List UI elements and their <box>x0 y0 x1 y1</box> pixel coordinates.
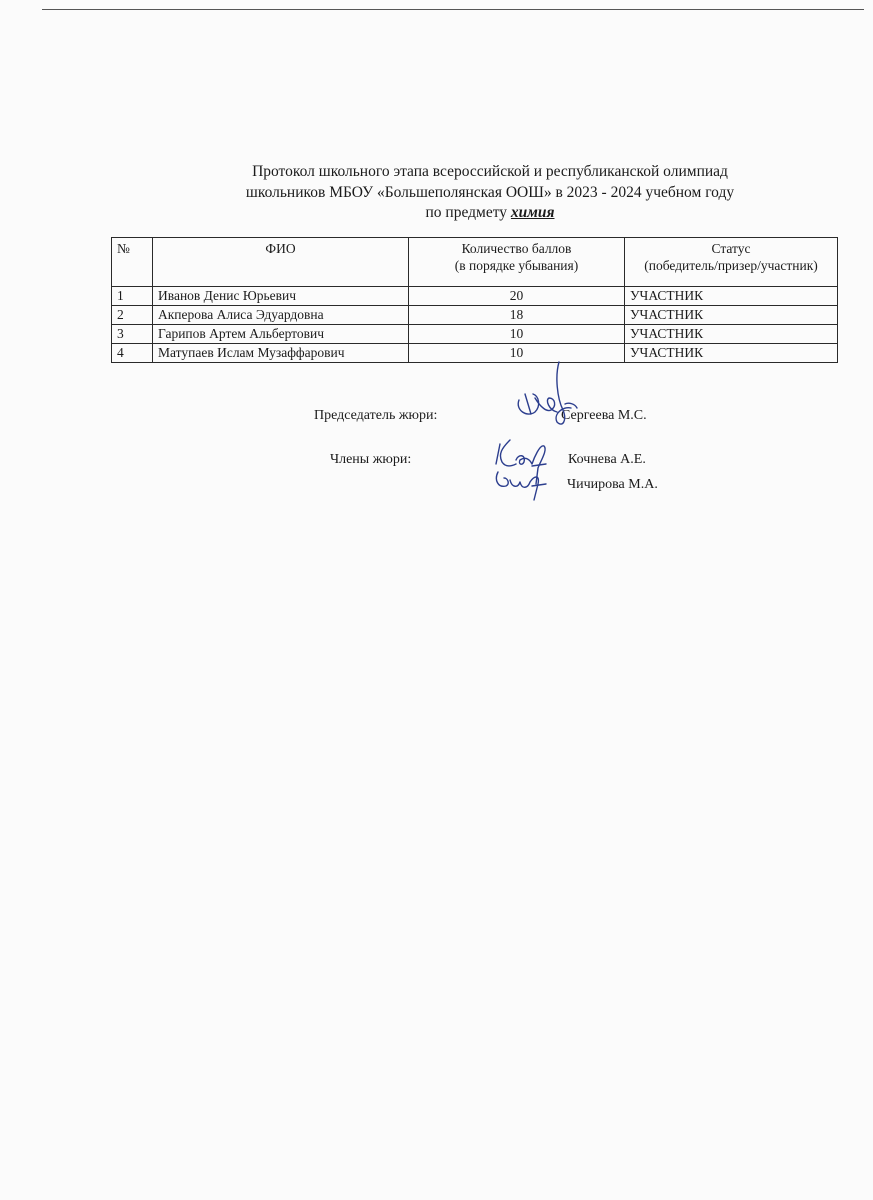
title-line-3 <box>150 203 830 224</box>
member-name: Чичирова М.А. <box>567 477 658 492</box>
scan-edge-line <box>42 9 864 10</box>
row-name: Акперова Алиса Эдуардовна <box>153 306 409 325</box>
subject-name: химия <box>510 204 555 221</box>
header-status <box>625 238 838 287</box>
table-row <box>112 325 838 344</box>
table-row <box>112 287 838 306</box>
row-num: 4 <box>112 344 153 363</box>
table-row <box>112 344 838 363</box>
header-name: ФИО <box>153 238 409 287</box>
chair-signature <box>505 358 585 430</box>
subject-prefix: по предмету <box>425 204 511 221</box>
header-score-line1: Количество баллов <box>461 241 572 256</box>
row-status: УЧАСТНИК <box>625 287 838 306</box>
member-name: Кочнева А.Е. <box>568 452 646 467</box>
row-num: 2 <box>112 306 153 325</box>
row-num: 1 <box>112 287 153 306</box>
header-status-line2: (победитель/призер/участник) <box>644 258 818 273</box>
results-table <box>111 237 838 363</box>
chair-name: Сергеева М.С. <box>561 408 647 423</box>
row-score: 10 <box>409 325 625 344</box>
row-score: 20 <box>409 287 625 306</box>
row-status: УЧАСТНИК <box>625 344 838 363</box>
table-row <box>112 306 838 325</box>
header-num: № <box>112 238 153 287</box>
chair-label: Председатель жюри: <box>314 408 438 423</box>
header-status-line1: Статус <box>711 241 751 256</box>
row-num: 3 <box>112 325 153 344</box>
row-status: УЧАСТНИК <box>625 325 838 344</box>
row-score: 18 <box>409 306 625 325</box>
row-name: Иванов Денис Юрьевич <box>153 287 409 306</box>
title-line-1: Протокол школьного этапа всероссийской и республиканской олимпиад <box>252 163 728 180</box>
row-status: УЧАСТНИК <box>625 306 838 325</box>
document-title <box>150 162 830 224</box>
row-name: Гарипов Артем Альбертович <box>153 325 409 344</box>
members-signature <box>488 436 560 508</box>
row-name: Матупаев Ислам Музаффарович <box>153 344 409 363</box>
table-header-row <box>112 238 838 287</box>
row-score: 10 <box>409 344 625 363</box>
header-score <box>409 238 625 287</box>
header-score-line2: (в порядке убывания) <box>454 258 579 273</box>
title-line-2: школьников МБОУ «Большеполянская ООШ» в 2023 - 2024 учебном году <box>245 183 735 201</box>
members-label: Члены жюри: <box>330 452 412 467</box>
